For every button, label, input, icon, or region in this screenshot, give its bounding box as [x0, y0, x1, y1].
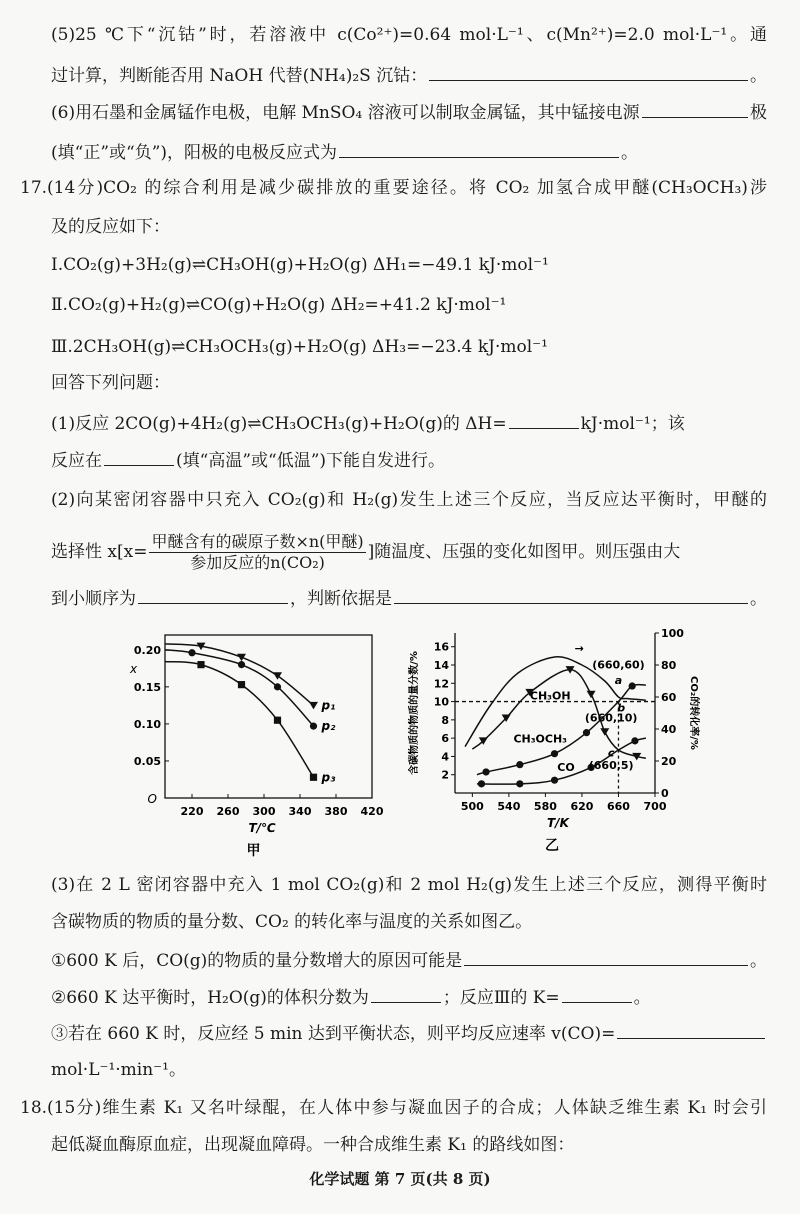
text-line	[51, 212, 767, 242]
text-run: 过计算，判断能否用 NaOH 代替(NH₄)₂S 沉钴：	[51, 66, 428, 86]
text-line	[51, 332, 767, 362]
text-line	[51, 583, 767, 613]
text-line	[51, 1055, 767, 1085]
y-tick-label: 0.05	[133, 754, 161, 768]
chart-jia	[60, 625, 390, 860]
y-tick-label: 8	[441, 713, 449, 727]
answer-blank[interactable]	[617, 1018, 765, 1039]
data-point	[583, 729, 590, 736]
text-run: 18.(15分)维生素 K₁ 又名叶绿醌，在人体中参与凝血因子的合成；人体缺乏维生素 K₁ 时会引	[20, 1098, 767, 1118]
page-footer: 化学试题 第 7 页(共 8 页)	[309, 1170, 491, 1188]
text-line	[20, 173, 767, 203]
annotation: c	[607, 746, 615, 760]
chart-caption: 甲	[246, 843, 261, 859]
fraction-denominator: 参加反应的n(CO₂)	[190, 553, 325, 572]
text-line	[20, 1093, 767, 1123]
data-point	[188, 649, 195, 656]
answer-blank[interactable]	[371, 982, 441, 1003]
x-tick-label: 420	[360, 805, 384, 818]
y-axis-label: 含碳物质的物质的量分数/%	[409, 651, 420, 775]
text-line	[51, 1018, 767, 1048]
text-run: (填“高温”或“低温”)下能自发进行。	[176, 451, 446, 471]
text-line	[51, 907, 767, 937]
text-run: 回答下列问题：	[51, 373, 170, 393]
text-run: Ⅰ.CO₂(g)+3H₂(g)⇌CH₃OH(g)+H₂O(g) ΔH₁=−49.1 kJ·mol⁻¹	[51, 255, 549, 275]
data-point	[631, 737, 638, 744]
text-run: kJ·mol⁻¹；该	[580, 414, 685, 434]
y-tick-label: 12	[433, 677, 449, 691]
y2-axis-label: CO₂的转化率/%	[688, 676, 699, 750]
y2-tick-label: 80	[661, 659, 677, 672]
data-point	[309, 702, 318, 710]
text-run: ，判断依据是	[290, 589, 392, 609]
annotation: b	[617, 701, 626, 715]
text-run: 17.(14分)CO₂ 的综合利用是减少碳排放的重要途径。将 CO₂ 加氢合成甲醚(CH₃OCH₃)涉	[20, 178, 767, 198]
series-label: p₃	[321, 770, 336, 785]
y2-tick-label: 40	[661, 723, 677, 736]
data-point	[516, 761, 523, 768]
data-point	[237, 654, 246, 662]
text-run: 选择性 x[x=	[51, 542, 148, 562]
text-run: 起低凝血酶原血症，出现凝血障碍。一种合成维生素 K₁ 的路线如图：	[51, 1135, 575, 1155]
x-tick-label: 500	[460, 800, 484, 813]
answer-blank[interactable]	[642, 97, 748, 118]
text-line	[51, 982, 767, 1012]
text-line	[51, 1130, 767, 1160]
y-tick-label: 0.10	[133, 717, 161, 731]
plot-frame	[165, 635, 372, 798]
data-point	[587, 691, 596, 699]
text-run: Ⅱ.CO₂(g)+H₂(g)⇌CO(g)+H₂O(g) ΔH₂=+41.2 kJ·mol⁻¹	[51, 295, 507, 315]
text-run: 及的反应如下：	[51, 217, 170, 237]
text-line	[51, 137, 767, 167]
data-point	[551, 750, 558, 757]
text-run: ②660 K 达平衡时，H₂O(g)的体积分数为	[51, 988, 369, 1008]
y-tick-label: 6	[441, 732, 449, 746]
series-label: p₁	[321, 698, 336, 713]
y-tick-label: 10	[433, 695, 449, 709]
chart-jia-svg	[60, 625, 390, 860]
y-tick-label: 16	[433, 640, 449, 654]
text-run: 。	[750, 951, 767, 971]
text-run: 。	[750, 66, 767, 86]
text-run: 含碳物质的物质的量分数、CO₂ 的转化率与温度的关系如图乙。	[51, 912, 533, 932]
series-line-p₁	[165, 644, 314, 705]
text-line	[51, 870, 767, 900]
data-point	[238, 661, 245, 668]
annotation: a	[614, 674, 623, 688]
text-run: 。	[750, 589, 767, 609]
text-run: 反应在	[51, 451, 102, 471]
text-run: Ⅲ.2CH₃OH(g)⇌CH₃OCH₃(g)+H₂O(g) ΔH₃=−23.4 kJ·mol⁻¹	[51, 337, 548, 357]
data-point	[629, 682, 636, 689]
text-run: mol·L⁻¹·min⁻¹。	[51, 1060, 186, 1080]
series-label: CH₃OCH₃	[513, 732, 567, 746]
text-run: ①600 K 后，CO(g)的物质的量分数增大的原因可能是	[51, 951, 463, 971]
fraction-numerator: 甲醚含有的碳原子数×n(甲醚)	[151, 532, 364, 551]
answer-blank[interactable]	[562, 982, 632, 1003]
text-line	[51, 408, 767, 438]
text-run: (填“正”或“负”)，阳极的电极反应式为	[51, 143, 338, 163]
data-point	[274, 683, 281, 690]
y2-tick-label: 0	[661, 787, 669, 800]
y-axis-label: x	[130, 661, 138, 676]
text-line	[51, 368, 767, 398]
text-line	[51, 945, 767, 975]
answer-blank[interactable]	[429, 60, 748, 81]
data-point	[310, 774, 317, 781]
x-axis-label: T/℃	[248, 821, 276, 835]
data-point	[197, 661, 204, 668]
text-run: 。	[621, 143, 639, 163]
series-label: p₂	[321, 719, 336, 734]
data-point	[482, 768, 489, 775]
text-run: (3)在 2 L 密闭容器中充入 1 mol CO₂(g)和 2 mol H₂(g)发生上述三个反应，测得平衡时	[51, 875, 767, 895]
answer-blank[interactable]	[464, 945, 748, 966]
text-line	[51, 97, 767, 127]
annotation: (660,60)	[592, 658, 645, 672]
text-run: 。	[633, 988, 651, 1008]
y-tick-label: 14	[433, 659, 449, 672]
chart-caption: 乙	[545, 838, 559, 854]
x-tick-label: 340	[288, 805, 312, 818]
text-line	[51, 60, 767, 90]
text-line	[51, 532, 767, 572]
y-tick-label: 2	[441, 768, 449, 782]
data-point	[238, 681, 245, 688]
series-label: CO	[557, 761, 575, 775]
answer-blank[interactable]	[138, 583, 288, 604]
fraction	[149, 532, 365, 573]
text-line	[51, 250, 767, 280]
y2-tick-label: 60	[661, 691, 677, 704]
text-run: ③若在 660 K 时，反应经 5 min 达到平衡状态，则平均反应速率 v(CO)=	[51, 1024, 616, 1044]
text-run: (2)向某密闭容器中只充入 CO₂(g)和 H₂(g)发生上述三个反应，当反应达平衡时，甲醚的	[51, 490, 767, 510]
x-tick-label: 300	[252, 805, 276, 818]
text-line	[51, 485, 767, 515]
answer-blank[interactable]	[394, 583, 748, 604]
x-tick-label: 220	[180, 805, 204, 818]
y2-tick-label: 100	[661, 627, 684, 640]
data-point	[551, 777, 558, 784]
x-tick-label: 700	[643, 800, 667, 813]
x-tick-label: 380	[324, 805, 348, 818]
chart-yi-svg	[395, 625, 705, 860]
x-tick-label: 660	[606, 800, 630, 813]
chart-yi	[395, 625, 705, 860]
data-point	[600, 728, 609, 736]
text-line	[51, 445, 767, 475]
text-line	[51, 20, 767, 50]
annotation: →	[574, 642, 584, 656]
data-point	[310, 723, 317, 730]
answer-blank[interactable]	[104, 445, 174, 466]
series-line-p₃	[165, 662, 314, 778]
answer-blank[interactable]	[509, 408, 579, 429]
x-tick-label: 540	[497, 800, 521, 813]
y-tick-label: 0.15	[133, 680, 161, 694]
text-run: (5)25 ℃下“沉钴”时，若溶液中 c(Co²⁺)=0.64 mol·L⁻¹、c(Mn²⁺)=2.0 mol·L⁻¹。通	[51, 25, 767, 45]
x-tick-label: 580	[533, 800, 557, 813]
data-point	[516, 780, 523, 787]
text-run: ]随温度、压强的变化如图甲。则压强由大	[367, 542, 681, 562]
x-tick-label: 620	[570, 800, 594, 813]
annotation: (660,10)	[584, 711, 638, 725]
origin-label: O	[147, 792, 157, 806]
x-tick-label: 260	[216, 805, 240, 818]
annotation: (660,5)	[588, 759, 634, 773]
x-axis-label: T/K	[547, 816, 569, 830]
text-run: 极	[750, 103, 767, 123]
data-point	[478, 780, 485, 787]
text-run: ；反应Ⅲ的 K=	[442, 988, 560, 1008]
data-point	[274, 717, 281, 724]
text-run: (1)反应 2CO(g)+4H₂(g)⇌CH₃OCH₃(g)+H₂O(g)的 ΔH=	[51, 414, 507, 434]
y2-tick-label: 20	[661, 755, 677, 768]
text-line	[51, 290, 767, 320]
answer-blank[interactable]	[339, 137, 619, 158]
y-tick-label: 0.20	[133, 643, 161, 657]
text-run: 到小顺序为	[51, 589, 136, 609]
series-label: CH₃OH	[529, 689, 571, 703]
text-run: (6)用石墨和金属锰作电极，电解 MnSO₄ 溶液可以制取金属锰，其中锰接电源	[51, 103, 640, 123]
y-tick-label: 4	[441, 750, 449, 764]
